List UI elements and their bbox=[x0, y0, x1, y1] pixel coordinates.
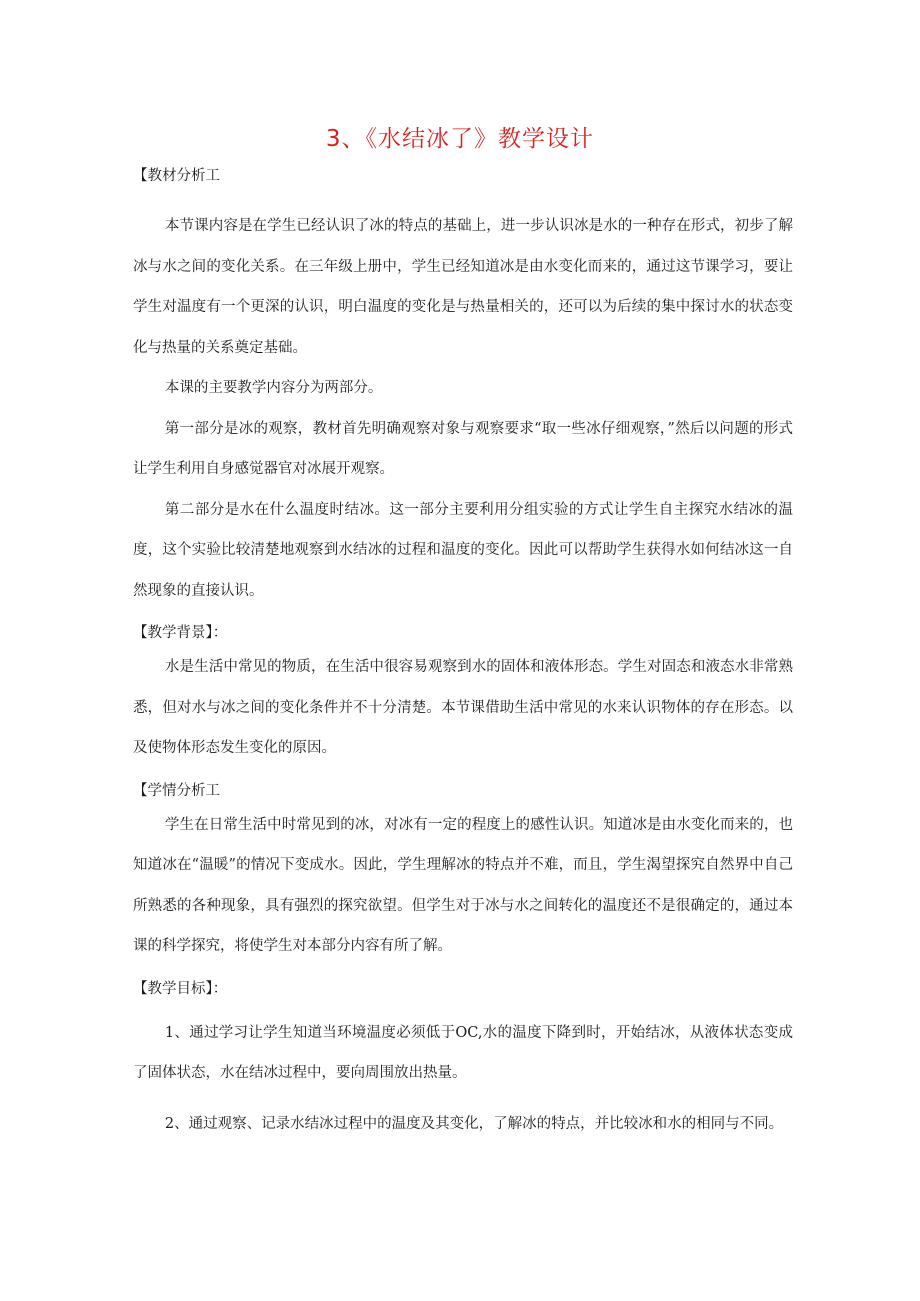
objective-item: 1、通过学习让学生知道当环境温度必须低于OC,水的温度下降到时，开始结冰，从液体状态变成了固体状态，水在结冰过程中，要向周围放出热量。 bbox=[133, 1024, 793, 1081]
section-heading-teaching-background: 【教学背景】： bbox=[133, 625, 228, 641]
paragraph: 学生在日常生活中时常见到的冰，对冰有一定的程度上的感性认识。知道冰是由水变化而来的，也知道冰在“温暖”的情况下变成水。因此，学生理解冰的特点并不难，而且，学生渴望探究自然界中自己所熟悉的各种现象，具有强烈的探究欲望。但学生对于冰与水之间转化的温度还不是很确定的，通过本课的科学探究，将使学生对本部分内容有所了解。 bbox=[133, 816, 793, 954]
objective-item: 2、通过观察、记录水结冰过程中的温度及其变化，了解冰的特点，并比较冰和水的相同与不同。 bbox=[164, 1115, 784, 1132]
paragraph: 第一部分是冰的观察，教材首先明确观察对象与观察要求“取一些冰仔细观察，”然后以问题的形式让学生利用自身感觉器官对冰展开观察。 bbox=[133, 420, 793, 477]
paragraph: 本节课内容是在学生已经认识了冰的特点的基础上，进一步认识冰是水的一种存在形式，初步了解冰与水之间的变化关系。在三年级上册中，学生已经知道冰是由水变化而来的，通过这节课学习，要让学生对温度有一个更深的认识，明白温度的变化是与热量相关的，还可以为后续的集中探讨水的状态变化与热量的关系奠定基础。 bbox=[133, 218, 793, 356]
document-body bbox=[133, 162, 793, 1144]
paragraph: 第二部分是水在什么温度时结冰。这一部分主要利用分组实验的方式让学生自主探究水结冰的温度，这个实验比较清楚地观察到水结冰的过程和温度的变化。因此可以帮助学生获得水如何结冰这一自然现象的直接认识。 bbox=[133, 501, 793, 599]
section-heading-teaching-objectives: 【教学目标】： bbox=[133, 980, 228, 997]
paragraph: 本课的主要教学内容分为两部分。 bbox=[164, 380, 383, 396]
document-title: 3、《水结冰了》教学设计 bbox=[325, 126, 595, 152]
section-heading-textbook-analysis: 【教材分析工 bbox=[133, 168, 220, 184]
paragraph: 水是生活中常见的物质，在生活中很容易观察到水的固体和液体形态。学生对固态和液态水非常熟悉，但对水与冰之间的变化条件并不十分清楚。本节课借助生活中常见的水来认识物体的存在形态。以及使物体形态发生变化的原因。 bbox=[133, 659, 793, 756]
section-heading-student-analysis: 【学情分析工 bbox=[133, 782, 220, 799]
